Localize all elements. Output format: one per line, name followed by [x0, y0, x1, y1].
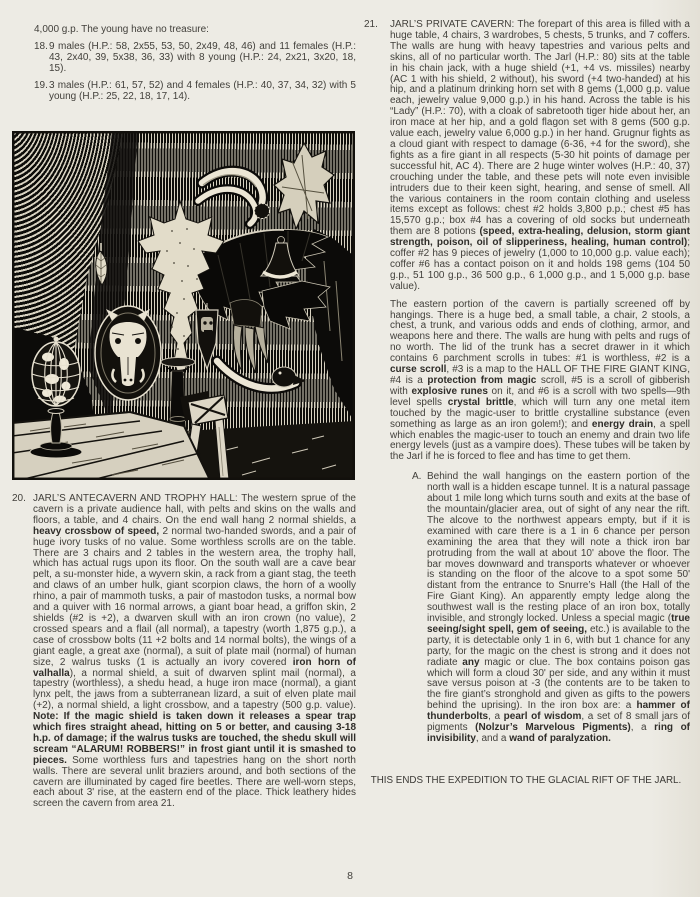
subsection-a — [390, 472, 690, 745]
paragraph-1: JARL’S PRIVATE CAVERN: The forepart of this area is filled with a huge table, 4 chairs, 3 wardrobes, 5 chests, 5 trunks, and 7 coffers. The walls are hung with heavy tapestries and various pelts and skins, all of no particular worth. The Jarl (H.P.: 80) sits at the table in his chain jack, with a huge shield (+1, +4 vs. missiles) nearby (AC 1 with his shield, 2 without), his sword (+4 two-handed) at his hip, and a platinum drinking horn set with 8 gems (1,000 g.p. value each, jewelry value 9,000 g.p.) in his hand. Across the table is his “Lady” (H.P.: 70), with a cloak of sabretooth tiger hide about her, an iron mace at her hip, and a gold flagon set with 8 gems (500 g.p. value each, jewelry value 6,000 g.p.) in her hand. Grugnur fights as a cloud giant with respect to damage (6-36, +4 for the sword), she fights as a fire giant in all respects (5-30 hit points of damage per successful hit, AC 4). There are 2 huge winter wolves (H.P.: 40, 37) crouching under the table, and these pets will note even invisible intruders due to their keen sight, hearing, and sense of smell. All the various containers in the room contain clothing and useless items except as follows: chest #2 holds 3,800 p.p.; chest #5 has 15,570 g.p.; box #4 has a covering of old socks but underneath them are 8 potions (speed, extra-healing, delusion, storm giant strength, poison, oil of slipperiness, healing, human control); coffer #2 has 9 pieces of jewelry (1,000 to 10,000 g.p. value each); coffer #6 has a contact poison on it and holds 198 gems (104 50 g.p., 51 100 g.p., 36 500 g.p., 6 1,000 g.p., and 1 5,000 g.p. base value). — [390, 19, 690, 292]
paragraph-2: The eastern portion of the cavern is partially screened off by hangings. There is a huge bed, a small table, a chair, 2 stools, a chest, a trunk, and various odds and ends of clothing, armor, and weapons here and there. The walls are hung with pelts and rugs of no worth. The lid of the trunk has a secret drawer in it which contains 6 parchment scrolls in tubes: #1 is worthless, #2 is a curse scroll, #3 is a map to the HALL OF THE FIRE GIANT KING, #4 is a protection from magic scroll, #5 is a scroll of gibberish with explosive runes on it, and #6 is a scroll with two spells—9th level spells crystal brittle, which will turn any one metal item touched by the magic-user to brittle crystalline substance (even something as large as an iron golem!); and energy drain, a spell which enables the magic-user to touch an enemy and drain two life energy levels (just as a vampire does). These tubes will be taken by the Jarl if he is forced to flee and has time to get them. — [390, 298, 691, 463]
list-item — [34, 42, 356, 75]
section-21 — [362, 20, 690, 745]
closing-line: THIS ENDS THE EXPEDITION TO THE GLACIAL RIFT OF THE JARL. — [370, 774, 682, 786]
star-pelt — [274, 143, 334, 229]
intro-list — [34, 25, 356, 108]
lower-tusk — [217, 361, 306, 388]
section-body: JARL’S ANTECAVERN AND TROPHY HALL: The western sprue of the cavern is a private audience hall, with pelts and skins on the walls and floors, a table, and 4 chairs. On the end wall hang 2 normal shields, a heavy crossbow of speed, 2 normal two-handed swords, and a pair of huge ivory tusks of no value. Some worthless scrolls are on the table. There are 3 chairs and 2 tables in the western area, the trophy hall, which has actual rugs upon its floor. On the south wall are a cave bear pelt, a su-monster hide, a wyvern skin, a rack from a giant stag, the teeth and claws of an umber hulk, giant scorpion claws, the horn of a woolly rhino, a pair of mammoth tusks, a pair of mastodon tusks, a normal bow and a quiver with 16 normal arrows, a giant boar head, a griffon skin, 2 shields (#2 is +2), a dwarven skull with an iron crown (no value), 2 crossed spears and a flail (all normal), a tapestry (worth 1,875 g.p.), a case of crossbow bolts (11 +2 bolts and 14 normal bolts), the wings of a giant eagle, a great axe (normal), a suit of plate mail (normal) of human size, 2 walrus tusks (1 is actually an ivory covered iron horn of valhalla), a normal shield, a suit of dwarven splint mail (normal), a tapestry (worthless), a shedu head, a huge iron mace (normal), a giant lynx pelt, the jaws from a subterranean lizard, a suit of elven plate mail (+2), a normal shield, a light crossbow, and a tapestry (500 g.p. value). Note: If the magic shield is taken down it releases a spear trap which fires straight ahead, hitting on 5 or better, and causing 3-18 h.p. of damage; if the walrus tusks are touched, the shedu skull will scream “ALARUM! ROBBERS!” in frost giant until it is smashed to pieces. Some worthless furs and tapestries hang on the short north walls. There are several unlit braziers around, and both sections of the cavern are illuminated by caged fire beetles. There are well-worn steps, each about 3' rise, at the eastern end of the place. Thick leathery hides screen the cavern from area 21. — [33, 493, 356, 810]
list-item — [34, 81, 356, 103]
mounted-tusks — [198, 171, 270, 224]
trophy-hall-illustration — [12, 131, 355, 480]
section-20 — [12, 494, 356, 810]
item-number: 18. — [34, 40, 48, 52]
subsection-body: Behind the wall hangings on the eastern portion of the north wall is a hidden escape tunnel. It is a natural passage about 1 mile long which turns south and exits at the base of the mountain/glacier area, out of sight of any near the rift. The alcove to the northwest appears empty, but if it is examined with care there is a 1 in 6 chance per person examining the area that they will note a thick iron bar protruding from the wall at about 10' above the floor. The bar moves downward and transports whatever or whoever is standing on the floor of the alcove to a spot some 50' distant from the entrance to Snurre’s Hall (the Hall of the Fire Giant King). An apparently empty ledge along the southwest wall is the resting place of an iron box, totally invisible, and strongly locked. Unless a special magic (true seeing/sight spell, gem of seeing, etc.) is available to the party, it is detectable only 1 in 6, with but 1 chance for any party, for the magic on the chest is strong and it does not radiate any magic or clue. The box contains poison gas which will form a cloud 30' per side, and any within it must save versus poison at -3 (the contents are to be taken to the fire giant’s stronghold and given as gifts to the powers behind the uprising). In the iron box are: a hammer of thunderbolts, a pearl of wisdom, a set of 8 small jars of pigments (Nolzur’s Marvelous Pigments), a ring of invisibility, and a wand of paralyzation. — [427, 471, 691, 744]
item-text: 3 males (H.P.: 61, 57, 52) and 4 females (H.P.: 40, 37, 34, 32) with 5 young (H.P.: 25, 22, 18, 17, 14). — [49, 79, 356, 102]
section-number: 21. — [364, 19, 378, 30]
subsection-letter: A. — [412, 471, 422, 483]
tusk-head-mount — [272, 367, 296, 387]
intro-lead: 4,000 g.p. The young have no treasure: — [34, 24, 209, 35]
item-number: 19. — [34, 79, 48, 91]
illustration-overlay — [12, 131, 355, 480]
page-number: 8 — [347, 870, 353, 882]
item-text: 9 males (H.P.: 58, 2x55, 53, 50, 2x49, 48, 46) and 11 females (H.P.: 43, 2x40, 39, 5x38, 36, 33) with 8 young (H.P.: 24, 2x21, 3x20, 18, 15). — [49, 40, 356, 74]
tusk-mount — [255, 204, 270, 219]
right-column — [362, 20, 690, 786]
claw-trophies — [230, 300, 268, 373]
boar-head-trophy — [95, 306, 161, 400]
right-wall-pelt — [306, 229, 355, 423]
section-number: 20. — [12, 493, 26, 504]
